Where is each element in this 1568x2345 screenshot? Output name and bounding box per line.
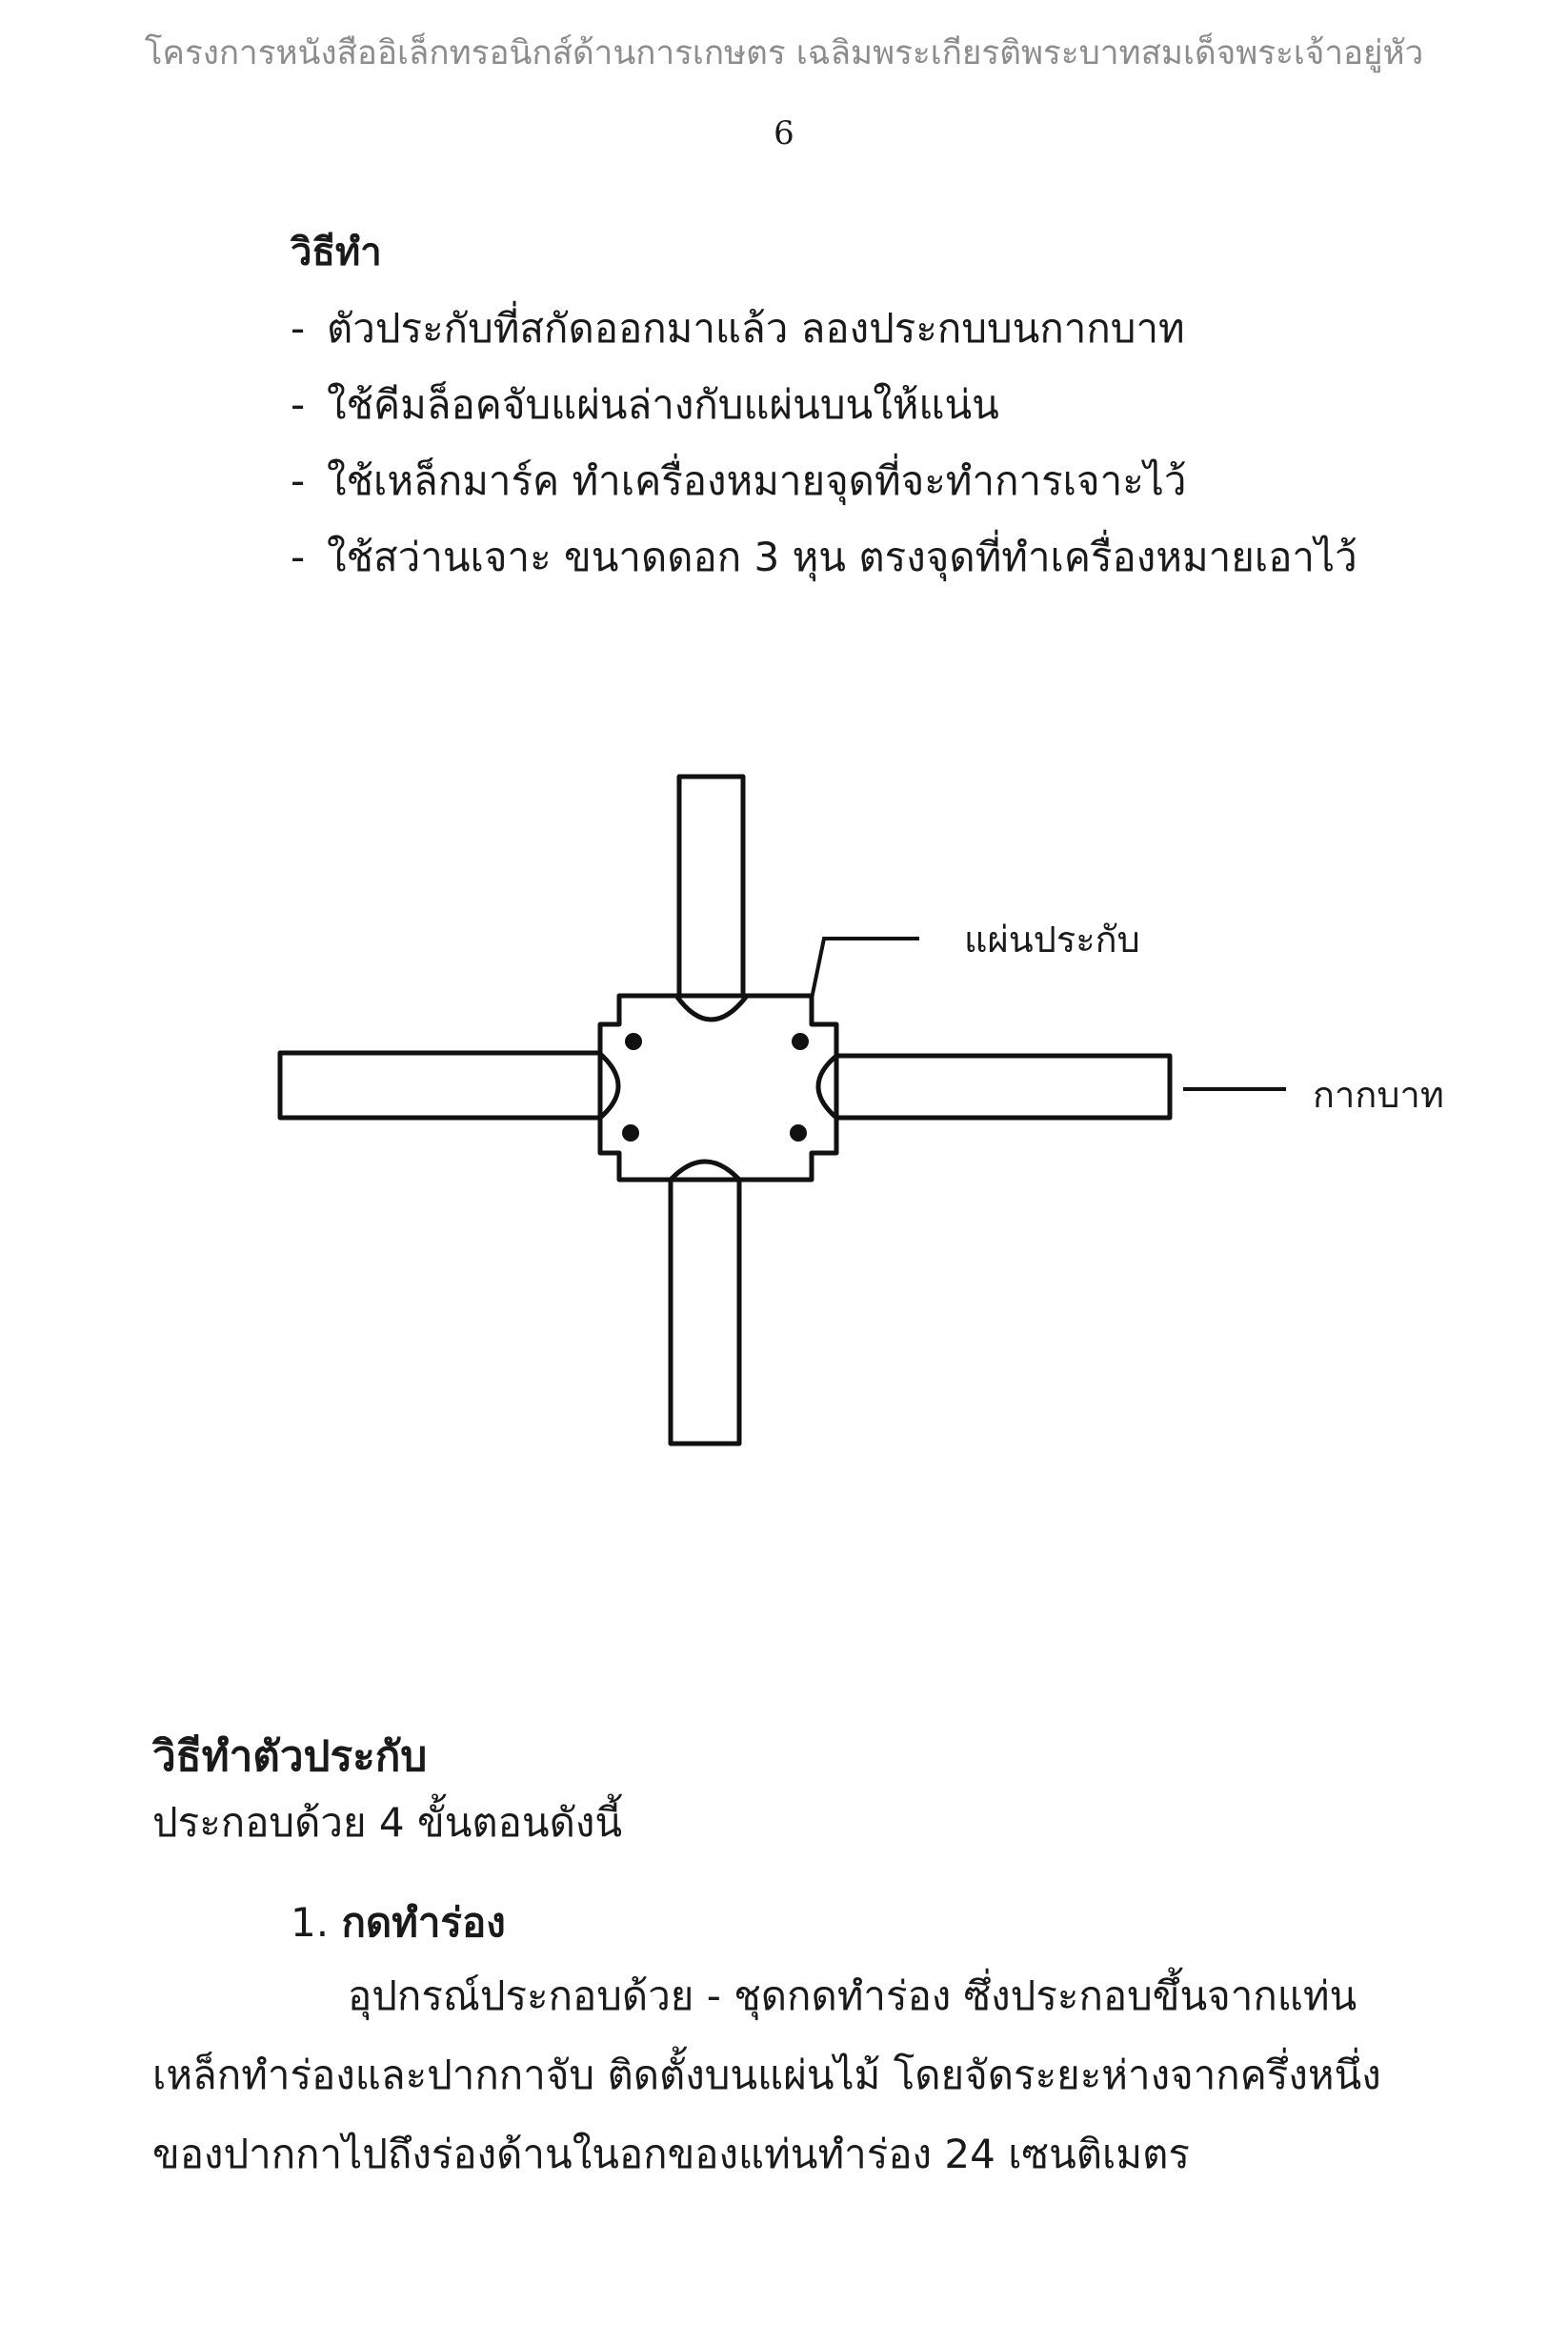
pressed-groove-top [676, 996, 747, 1020]
drill-hole [790, 1124, 807, 1142]
cross-bar-left [280, 1053, 610, 1118]
drill-hole [792, 1033, 809, 1050]
page-number: 6 [774, 114, 794, 152]
step-text: ตัวประกับที่สกัดออกมาแล้ว ลองประกบบนกากบาท [327, 305, 1185, 352]
step-1-title [291, 1891, 506, 1954]
step-bullet: - [291, 534, 306, 580]
step-bullet: - [291, 305, 306, 352]
clamp-section-heading: วิธีทำตัวประกับ [152, 1732, 428, 1781]
cross-bar-right [825, 1056, 1170, 1118]
clamp-section-intro: ประกอบด้วย 4 ขั้นตอนดังนี้ [152, 1799, 623, 1846]
paragraph-line: เหล็กทำร่องและปากกาจับ ติดตั้งบนแผ่นไม้ โดยจัดระยะห่างจากครึ่งหนึ่ง [152, 2052, 1381, 2098]
label-cross: กากบาท [1313, 1074, 1444, 1116]
clamp-plate [600, 996, 836, 1180]
step-1-number: 1. [291, 1899, 330, 1946]
paragraph-line: อุปกรณ์ประกอบด้วย - ชุดกดทำร่อง ซึ่งประกอบขึ้นจากแท่น [348, 1972, 1357, 2019]
pressed-groove-right [818, 1056, 836, 1118]
step-bullet: - [291, 381, 306, 428]
step-text: ใช้คีมล็อคจับแผ่นล่างกับแผ่นบนให้แน่น [327, 381, 999, 428]
step-text: ใช้สว่านเจาะ ขนาดดอก 3 หุน ตรงจุดที่ทำเครื่องหมายเอาไว้ [327, 534, 1357, 580]
method-step [291, 300, 1357, 376]
method-heading: วิธีทำ [291, 231, 382, 274]
step-text: ใช้เหล็กมาร์ค ทำเครื่องหมายจุดที่จะทำการเจาะไว้ [327, 457, 1187, 504]
cross-bar-top [679, 777, 743, 1020]
drill-hole [622, 1124, 639, 1142]
label-clamp-plate: แผ่นประกับ [964, 919, 1140, 960]
running-header: โครงการหนังสืออิเล็กทรอนิกส์ด้านการเกษตร เฉลิมพระเกียรติพระบาทสมเด็จพระเจ้าอยู่หัว [144, 34, 1424, 72]
paragraph-line: ของปากกาไปถึงร่องด้านในอกของแท่นทำร่อง 24 เซนติเมตร [152, 2131, 1190, 2177]
method-step [291, 376, 1357, 453]
method-steps [291, 300, 1357, 605]
step-1-label: กดทำร่อง [341, 1899, 506, 1946]
step-bullet: - [291, 457, 306, 504]
method-step [291, 453, 1357, 529]
pressed-groove-bottom [671, 1162, 739, 1180]
cross-bar-bottom [671, 1172, 739, 1444]
pressed-groove-left [600, 1054, 618, 1118]
drill-hole [625, 1033, 642, 1050]
leader-line-plate [812, 939, 919, 999]
method-step [291, 529, 1357, 605]
